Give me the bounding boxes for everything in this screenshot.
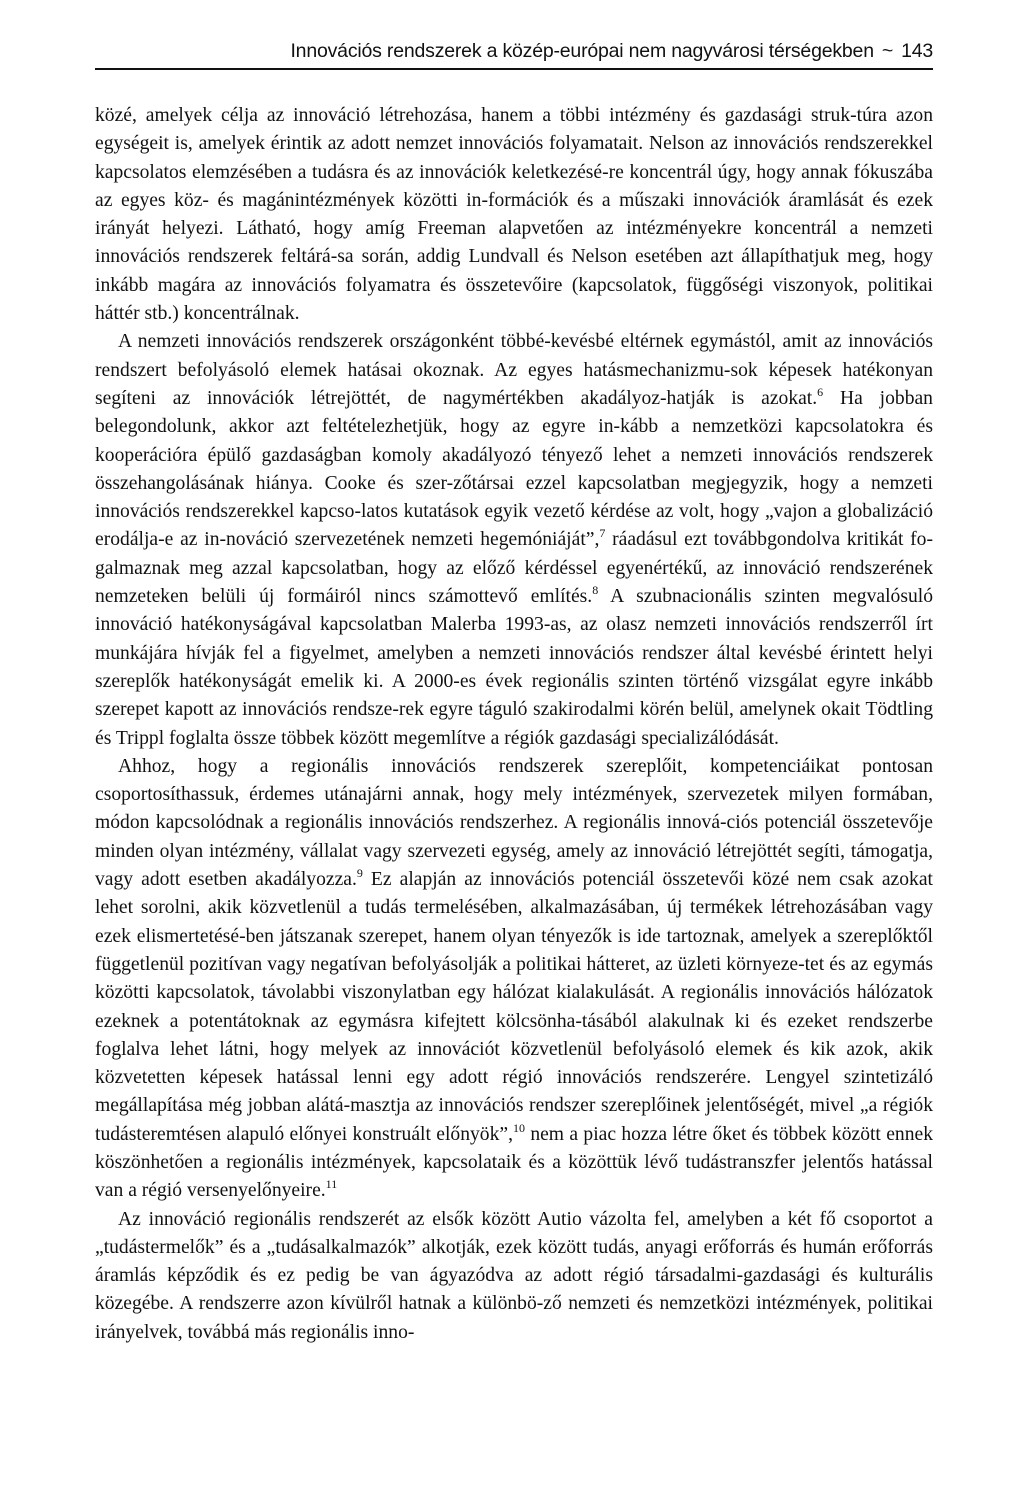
header-separator: ~ xyxy=(881,40,894,62)
running-header-text xyxy=(290,40,933,63)
running-title: Innovációs rendszerek a közép-európai nem nagyvárosi térségekben xyxy=(290,40,874,62)
paragraph xyxy=(95,328,933,752)
paragraph xyxy=(95,1206,933,1347)
paragraph-text: ráadásul ezt továbbgondolva kritikát fo-galmaznak meg azzal kapcsolatban, hogy az előző kérdéssel egyenértékű, az innováció rendszerének nemzeteken belüli új formáiról nincs számottevő említés. xyxy=(95,529,933,608)
paragraph xyxy=(95,102,933,328)
paragraph-text: A szubnacionális szinten megvalósuló innováció hatékonyságával kapcsolatban Malerba 1993-as, az olasz nemzeti innovációs rendszerről írt munkájára hívják fel a figyelmet, amelyben a nemzeti innovációs rendszer által kevésbé érintett helyi szereplők hatékonyságát emelik ki. A 2000-es évek regionális szinten történő vizsgálat egyre inkább szerepet kapott az innovációs rendsze-rek egyre táguló szakirodalmi körén belül, amelynek okait Tödtling és Trippl foglalta össze többek között megemlítve a régiók gazdasági specializálódását. xyxy=(95,586,933,749)
paragraph-text: nem a piac hozza létre őket és többek között ennek köszönhetően a regionális intézmények, kapcsolataik és a közöttük lévő tudástranszfer jelentős hatással van a régió versenyelőnyeire. xyxy=(95,1123,933,1202)
footnote-ref: 7 xyxy=(599,526,606,541)
paragraph-text: Ahhoz, hogy a regionális innovációs rendszerek szereplőit, kompetenciáikat pontosan csoportosíthassuk, érdemes utánajárni annak, hogy mely intézmények, szervezetek milyen formában, módon kapcsolódnak a regionális innovációs rendszerhez. A regionális innová-ciós potenciál összetevője minden olyan intézmény, vállalat vagy szervezeti egység, amely az innováció létrejöttét segíti, támogatja, vagy adott esetben akadályozza. xyxy=(95,755,933,891)
footnote-ref: 10 xyxy=(512,1120,525,1135)
footnote-ref: 9 xyxy=(356,866,363,881)
paragraph-text: Az innováció regionális rendszerét az elsők között Autio vázolta fel, amelyben a két fő csoportot a „tudástermelők” és a „tudásalkalmazók” alkotják, ezek között tudás, anyagi erőforrás és humán erőforrás áramlás képződik és ez pedig be van ágyazódva az adott régió társadalmi-gazdasági és kulturális közegébe. A rendszerre azon kívülről hatnak a különbö-ző nemzeti és nemzetközi intézmények, politikai irányelvek, továbbá más regionális inno- xyxy=(95,1208,933,1343)
paragraph-text: A nemzeti innovációs rendszerek országonként többé-kevésbé eltérnek egymástól, amit az innovációs rendszert befolyásoló elemek hatásai okoznak. Az egyes hatásmechanizmu-sok képesek hatékonyan segíteni az innovációk létrejöttét, de nagymértékben akadályoz-hatják is azokat. xyxy=(95,331,933,409)
footnote-ref: 8 xyxy=(592,583,599,598)
paragraph-text: közé, amelyek célja az innováció létrehozása, hanem a többi intézmény és gazdasági struk-túra azon egységeit is, amelyek érintik az adott nemzet innovációs folyamatait. Nelson az innovációs rendszerekkel kapcsolatos elemzésében a tudásra és az innovációk keletkezésé-re koncentrál úgy, hogy annak fókuszába az egyes köz- és magánintézmények közötti in-formációk és a műszaki innovációk áramlását és ezek irányát helyezi. Látható, hogy amíg Freeman alapvetően az intézményekre koncentrál a nemzeti innovációs rendszerek feltárá-sa során, addig Lundvall és Nelson esetében azt állapíthatjuk meg, hogy inkább magára az innovációs folyamatra és összetevőire (kapcsolatok, függőségi viszonyok, politikai háttér stb.) koncentrálnak. xyxy=(95,105,933,325)
footnote-ref: 6 xyxy=(817,384,824,399)
footnote-ref: 11 xyxy=(325,1177,338,1192)
paragraph-text: Ez alapján az innovációs potenciál összetevői közé nem csak azokat lehet sorolni, akik közvetlenül a tudás termelésében, alkalmazásában, új termékek létrehozásában vagy ezek elismertetésé-ben játszanak szerepet, hanem olyan tényezők is ide tartoznak, amelyek a szereplőktől függetlenül pozitívan vagy negatívan befolyásolják a politikai hátteret, az üzleti környeze-tet és az egymás közötti kapcsolatok, távolabbi viszonylatban egy hálózat kialakulását. A regionális innovációs hálózatok ezeknek a potentátoknak az egymásra kifejtett kölcsönha-tásából alakulnak ki és ezeket rendszerbe foglalva lehet látni, hogy melyek az innovációt közvetlenül befolyásoló elemek és kik azok, akik közvetetten képesek hatással lenni egy adott régió innovációs rendszerére. Lengyel szintetizáló megállapítása még jobban alátá-masztja az innovációs rendszer szereplőinek jelentőségét, mivel „a régiók tudásteremtésen alapuló előnyei konstruált előnyök”, xyxy=(95,869,933,1145)
paragraph-text: Ha jobban belegondolunk, akkor azt feltételezhetjük, hogy az egyre in-kább a nemzetközi kapcsolatokra és kooperációra épülő gazdaságban komoly akadályozó tényező lehet a nemzeti innovációs rendszerek összehangolásának hiánya. Cooke és szer-zőtársai ezzel kapcsolatban megjegyzik, hogy a nemzeti innovációs rendszerekkel kapcso-latos kutatások egyik vezető kérdése az volt, hogy „vajon a globalizáció erodálja-e az in-nováció szervezetének nemzeti hegemóniáját”, xyxy=(95,387,933,551)
running-header xyxy=(95,34,933,70)
paragraph xyxy=(95,753,933,1206)
body-text xyxy=(95,102,933,1347)
page-number: 143 xyxy=(901,40,933,62)
